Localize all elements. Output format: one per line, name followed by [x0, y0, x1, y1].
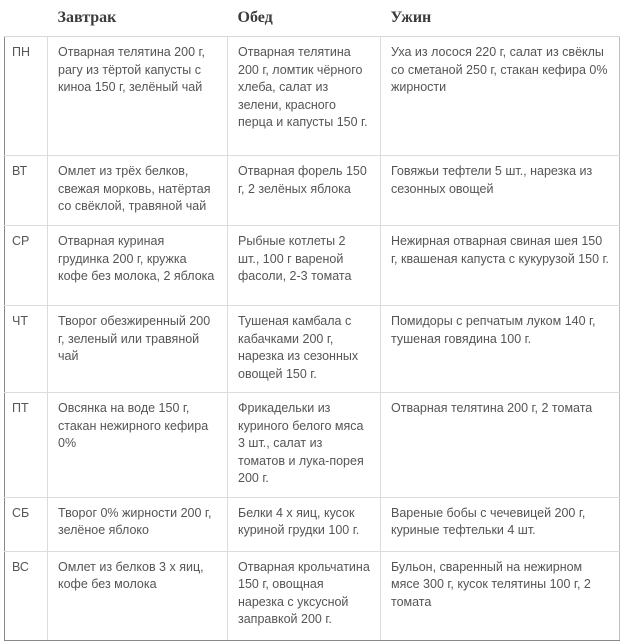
table-row: [5, 497, 620, 551]
dinner-cell: Отварная телятина 200 г, 2 томата: [381, 393, 620, 498]
day-cell: ПН: [5, 37, 48, 156]
dinner-cell: Бульон, сваренный на нежирном мясе 300 г, кусок телятины 100 г, 2 томата: [381, 551, 620, 640]
breakfast-cell: Омлет из трёх белков, свежая морковь, натёртая со свёклой, травяной чай: [48, 156, 228, 226]
day-cell: ЧТ: [5, 306, 48, 393]
lunch-cell: Тушеная камбала с кабачками 200 г, нарезка из сезонных овощей 150 г.: [228, 306, 381, 393]
breakfast-cell: Творог 0% жирности 200 г, зелёное яблоко: [48, 497, 228, 551]
header-row: [5, 0, 620, 37]
day-cell: СБ: [5, 497, 48, 551]
day-cell: ВС: [5, 551, 48, 640]
table-row: [5, 551, 620, 640]
lunch-cell: Отварная крольчатина 150 г, овощная нарезка с уксусной заправкой 200 г.: [228, 551, 381, 640]
breakfast-cell: Отварная телятина 200 г, рагу из тёртой капусты с киноа 150 г, зелёный чай: [48, 37, 228, 156]
lunch-cell: Фрикадельки из куриного белого мяса 3 шт., салат из томатов и лука-порея 200 г.: [228, 393, 381, 498]
breakfast-cell: Отварная куриная грудинка 200 г, кружка кофе без молока, 2 яблока: [48, 226, 228, 306]
breakfast-cell: Творог обезжиренный 200 г, зеленый или травяной чай: [48, 306, 228, 393]
day-cell: СР: [5, 226, 48, 306]
dinner-cell: Говяжьи тефтели 5 шт., нарезка из сезонных овощей: [381, 156, 620, 226]
dinner-cell: Нежирная отварная свиная шея 150 г, квашеная капуста с кукурузой 150 г.: [381, 226, 620, 306]
weekly-menu-table: [4, 0, 620, 641]
day-cell: ВТ: [5, 156, 48, 226]
table-row: [5, 156, 620, 226]
header-day: [5, 0, 48, 37]
header-dinner: Ужин: [381, 0, 620, 37]
table-row: [5, 393, 620, 498]
table-row: [5, 37, 620, 156]
breakfast-cell: Омлет из белков 3 х яиц, кофе без молока: [48, 551, 228, 640]
lunch-cell: Рыбные котлеты 2 шт., 100 г вареной фасоли, 2-3 томата: [228, 226, 381, 306]
dinner-cell: Помидоры с репчатым луком 140 г, тушеная говядина 100 г.: [381, 306, 620, 393]
header-breakfast: Завтрак: [48, 0, 228, 37]
lunch-cell: Отварная телятина 200 г, ломтик чёрного хлеба, салат из зелени, красного перца и капусты 150 г.: [228, 37, 381, 156]
lunch-cell: Белки 4 х яиц, кусок куриной грудки 100 г.: [228, 497, 381, 551]
dinner-cell: Уха из лосося 220 г, салат из свёклы со сметаной 250 г, стакан кефира 0% жирности: [381, 37, 620, 156]
breakfast-cell: Овсянка на воде 150 г, стакан нежирного кефира 0%: [48, 393, 228, 498]
table-row: [5, 306, 620, 393]
lunch-cell: Отварная форель 150 г, 2 зелёных яблока: [228, 156, 381, 226]
day-cell: ПТ: [5, 393, 48, 498]
table-row: [5, 226, 620, 306]
dinner-cell: Вареные бобы с чечевицей 200 г, куриные тефтельки 4 шт.: [381, 497, 620, 551]
header-lunch: Обед: [228, 0, 381, 37]
